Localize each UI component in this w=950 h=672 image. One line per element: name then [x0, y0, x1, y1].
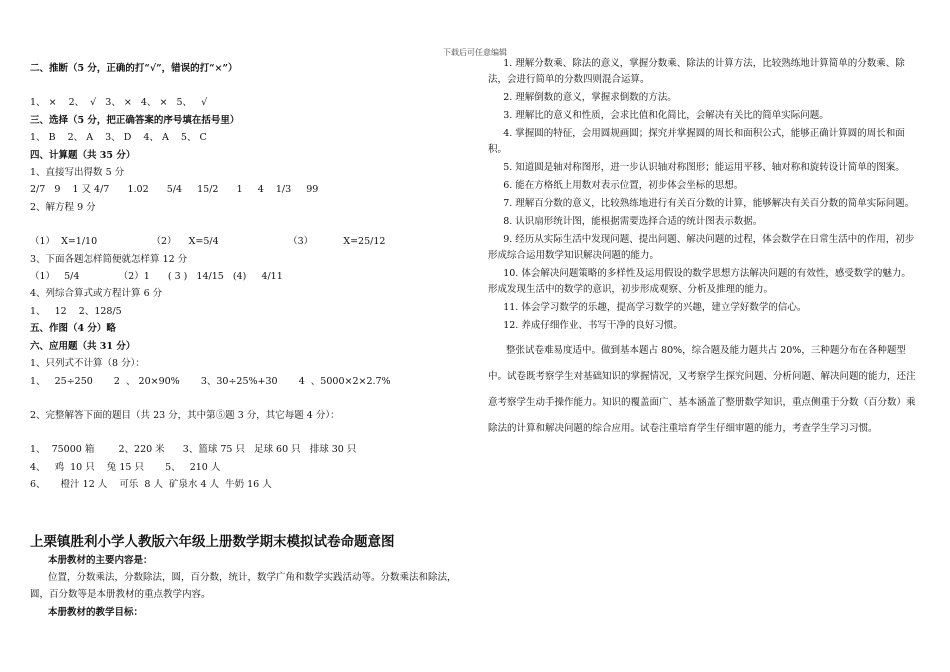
section-6-answer-line-1: 1、 75000 箱 2、220 米 3、篮球 75 只 足球 60 只 排球 30 只	[30, 444, 357, 456]
section-6-q1: 1、只列式不计算（8 分）：	[30, 358, 145, 370]
left-column	[30, 60, 470, 621]
section-3-answers: 1、 B 2、 A 3、 D 4、 A 5、 C	[30, 132, 207, 144]
goal-item: 5. 知道圆是轴对称图形，进一步认识轴对称图形；能运用平移、轴对称和旋转设计简单的图案。	[503, 162, 905, 173]
section-4-title: 四、计算题（共 35 分）	[30, 149, 136, 161]
goal-item: 1. 理解分数乘、除法的意义，掌握分数乘、除法的计算方法，比较熟练地计算简单的分数乘、除法，会进行简单的分数四则混合运算。	[488, 58, 905, 85]
goal-item: 8. 认识扇形统计图，能根据需要选择合适的统计图表示数据。	[503, 216, 763, 227]
goals-heading: 本册教材的教学目标：	[48, 606, 144, 618]
goal-item: 2. 理解倒数的意义，掌握求倒数的方法。	[503, 92, 677, 103]
section-6-q2: 2、完整解答下面的题目（共 23 分，其中第⑤题 3 分，其它每题 4 分）：	[30, 409, 340, 421]
section-6-q1-answers: 1、 25÷250 2 、 20×90% 3、30÷25%+30 4 、5000×2×2.7%	[30, 375, 391, 387]
content-heading: 本册教材的主要内容是：	[48, 554, 153, 566]
goal-item: 12. 养成仔细作业、书写干净的良好习惯。	[503, 320, 683, 331]
goal-item: 6. 能在方格纸上用数对表示位置，初步体会坐标的思想。	[503, 180, 744, 191]
section-2-answers: 1、 × 2、 √ 3、 × 4、 × 5、 √	[30, 97, 208, 109]
goal-item: 7. 理解百分数的意义，比较熟练地进行有关百分数的计算，能够解决有关百分数的简单实际问题。	[503, 198, 915, 209]
section-3-title: 三、选择（5 分，把正确答案的序号填在括号里）	[30, 114, 240, 126]
section-6-title: 六、应用题（共 31 分）	[30, 340, 136, 352]
section-4-q2: 2、解方程 9 分	[30, 201, 96, 213]
section-6-answer-line-2: 4、 鸡 10 只 兔 15 只 5、 210 人	[30, 461, 221, 473]
section-4-q4-answers: 1、 12 2、128/5	[30, 305, 122, 317]
section-4-q3-answers: （1） 5/4 （2）1 ( 3 ) 14/15 (4) 4/11	[30, 271, 283, 283]
content-body: 位置，分数乘法，分数除法，圆，百分数，统计，数学广角和数学实践活动等。分数乘法和除法，圆，百分数等是本册教材的重点教学内容。	[30, 571, 457, 601]
summary-paragraph: 整张试卷难易度适中。做到基本题占 80%，综合题及能力题共占 20%，三种题分布在各种题型中。试卷既考察学生对基础知识的掌握情况，又考察学生探究问题、分析问题、解决问题的能力，还注意考察学生动手操作能力。知识的覆盖面广、基本涵盖了整册数学知识，重点侧重于分数（百分数）乘除法的计算和解决问题的综合应用。试卷注重培育学生仔细审题的能力，考查学生学习习惯。	[488, 345, 916, 434]
goal-item: 3. 理解比的意义和性质，会求比值和化简比，会解决有关比的简单实际问题。	[503, 110, 829, 121]
goal-item: 4. 掌握圆的特征，会用圆规画圆；探究并掌握圆的周长和面积公式，能够正确计算圆的周长和面积。	[488, 128, 905, 155]
page-header: 下载后可任意编辑	[443, 48, 507, 57]
document-title: 上栗镇胜利小学人教版六年级上册数学期末模拟试卷命题意图	[30, 533, 395, 550]
section-5-title: 五、作图（4 分）略	[30, 323, 116, 335]
section-4-q4: 4、列综合算式或方程计算 6 分	[30, 288, 163, 300]
goal-item: 9. 经历从实际生活中发现问题、提出问题、解决问题的过程，体会数学在日常生活中的作用，初步形成综合运用数学知识解决问题的能力。	[488, 234, 915, 261]
goal-item: 11. 体会学习数学的乐趣，提高学习数学的兴趣，建立学好数学的信心。	[503, 302, 807, 313]
section-4-q1: 1、直接写出得数 5 分	[30, 167, 125, 179]
section-4-q2-answers: （1） X=1/10 （2） X=5/4 （3） X=25/12	[30, 236, 386, 248]
section-6-answer-line-3: 6、 橙汁 12 人 可乐 8 人 矿泉水 4 人 牛奶 16 人	[30, 479, 272, 491]
section-4-q3: 3、下面各题怎样简便就怎样算 12 分	[30, 253, 188, 265]
right-column	[488, 56, 920, 442]
section-2-title: 二、推断（5 分，正确的打“√”，错误的打“×”）	[30, 63, 238, 74]
section-4-q1-answers: 2/7 9 1 又 4/7 1.02 5/4 15/2 1 4 1/3 99	[30, 184, 319, 196]
goal-item: 10. 体会解决问题策略的多样性及运用假设的数学思想方法解决问题的有效性，感受数学的魅力。形成发现生活中的数学的意识，初步形成观察、分析及推理的能力。	[488, 268, 911, 295]
